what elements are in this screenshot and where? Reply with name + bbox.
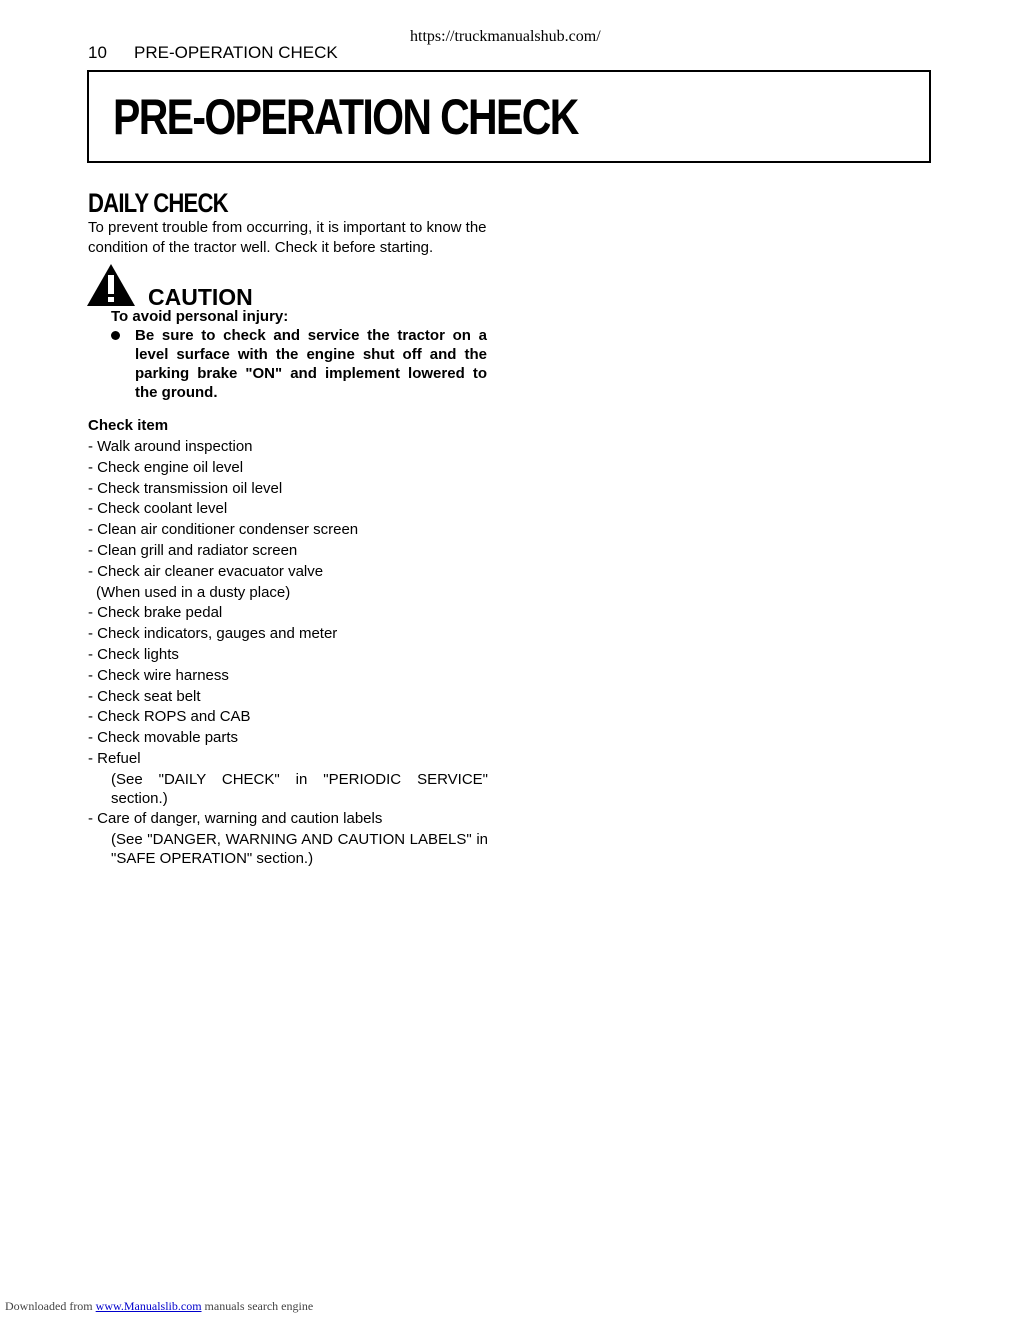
list-item: - Check coolant level: [88, 500, 228, 518]
caution-bullet: [111, 326, 487, 402]
warning-triangle-icon: [86, 263, 136, 307]
list-item: - Clean grill and radiator screen: [88, 541, 298, 559]
list-item: - Walk around inspection: [88, 438, 253, 455]
page-title: PRE-OPERATION CHECK: [113, 89, 578, 145]
running-header: [88, 43, 338, 63]
bullet-dot-icon: [111, 331, 120, 340]
list-item: - Check transmission oil level: [88, 479, 283, 497]
intro-paragraph: To prevent trouble from occurring, it is important to know the condition of the tractor well. Check it before starting.: [88, 219, 487, 256]
running-header-section: PRE-OPERATION CHECK: [134, 43, 338, 62]
caution-label: CAUTION: [148, 284, 253, 310]
list-item: - Check brake pedal: [88, 604, 223, 622]
list-item: - Check ROPS and CAB: [88, 708, 251, 726]
list-item: - Check air cleaner evacuator valve: [88, 562, 324, 580]
caution-bullet-text: Be sure to check and service the tractor on a level surface with the engine shut off and the parking brake "ON" and implement lowered to the ground.: [135, 327, 487, 401]
section-heading: DAILY CHECK: [88, 188, 228, 218]
list-item: - Check movable parts: [88, 729, 239, 747]
check-item-list: [88, 437, 488, 869]
list-item: - Check engine oil level: [88, 458, 244, 476]
list-item: - Check seat belt: [88, 687, 201, 705]
list-item-note: (When used in a dusty place): [96, 583, 291, 601]
list-item-reference: (See "DAILY CHECK" in "PERIODIC SERVICE" section.): [111, 770, 488, 808]
footer-link[interactable]: www.Manualslib.com: [95, 1299, 202, 1313]
check-item-heading: Check item: [88, 417, 169, 434]
list-item: - Check wire harness: [88, 666, 229, 684]
list-item-reference: (See "DANGER, WARNING AND CAUTION LABELS" in "SAFE OPERATION" section.): [111, 830, 488, 868]
page-number: 10: [88, 43, 107, 62]
footer: [5, 1299, 313, 1314]
footer-prefix: Downloaded from: [5, 1299, 93, 1313]
list-item: - Check lights: [88, 645, 179, 663]
list-item: - Refuel: [88, 749, 141, 767]
source-url: https://truckmanualshub.com/: [410, 28, 601, 45]
caution-lead: To avoid personal injury:: [111, 308, 289, 325]
footer-suffix: manuals search engine: [204, 1299, 314, 1313]
list-item: - Clean air conditioner condenser screen: [88, 521, 359, 539]
list-item: - Check indicators, gauges and meter: [88, 625, 338, 643]
title-box: [87, 70, 931, 163]
list-item: - Care of danger, warning and caution labels: [88, 809, 383, 827]
